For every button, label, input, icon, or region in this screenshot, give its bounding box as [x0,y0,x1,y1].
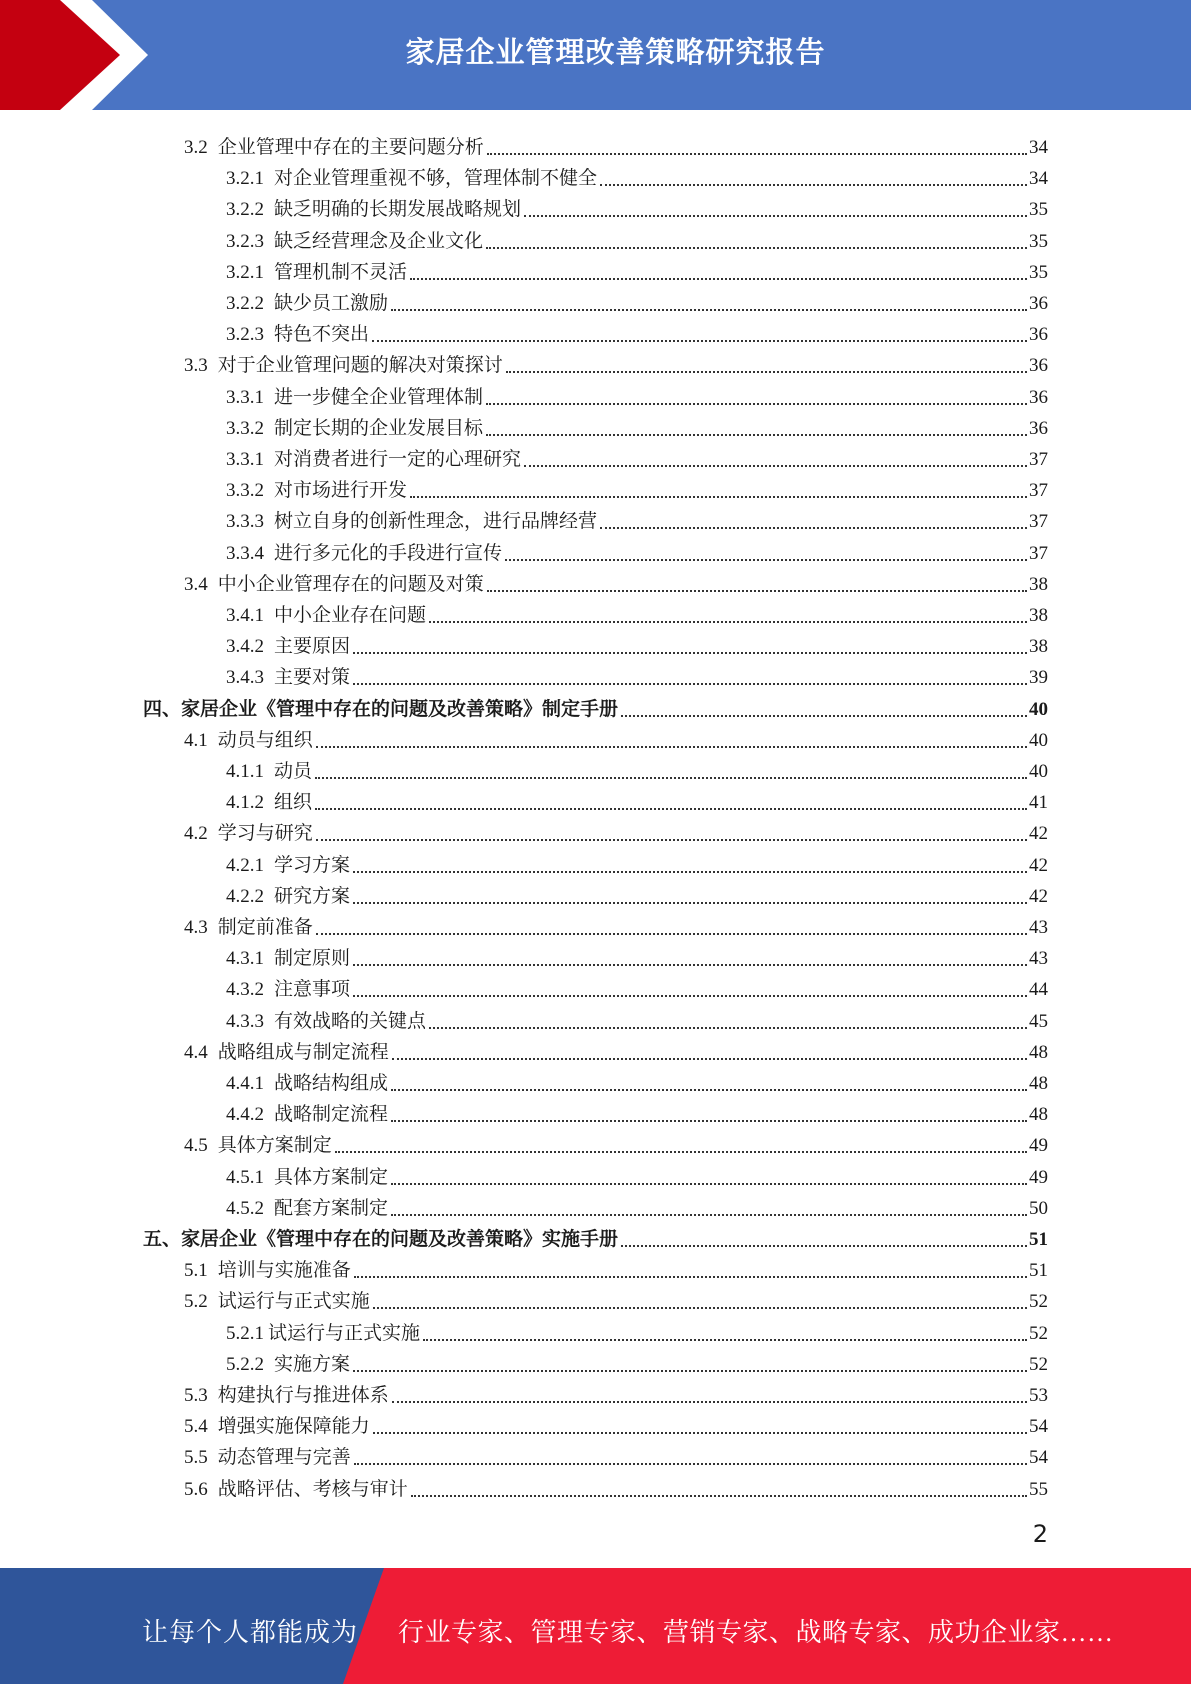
toc-entry-title: 中小企业管理存在的问题及对策 [217,573,484,595]
toc-entry[interactable] [226,285,1048,316]
toc-entry[interactable] [226,1346,1048,1377]
header-band [0,0,1191,110]
toc-entry-number: 5.5 [184,1447,208,1469]
toc-entry-number: 5.3 [184,1385,208,1406]
toc-entry-number: 3.4.3 [226,667,264,689]
toc-dot-leader [411,1495,1027,1497]
toc-entry-number: 3.4 [184,573,208,595]
toc-dot-leader [316,746,1027,748]
toc-dot-leader [487,590,1027,592]
toc-entry-title: 动态管理与完善 [217,1447,351,1469]
toc-dot-leader [506,371,1027,373]
toc-entry[interactable] [226,316,1048,347]
toc-entry[interactable] [226,940,1048,971]
toc-entry-title: 战略结构组成 [274,1073,389,1094]
toc-entry-number: 4.4 [184,1041,208,1063]
toc-entry[interactable] [184,1408,1048,1439]
toc-entry-number: 3.2 [184,137,208,158]
toc-entry-number: 3.2.1 [226,168,264,190]
toc-dot-leader [373,1307,1027,1309]
toc-dot-leader [391,1183,1027,1185]
toc-entry[interactable] [226,1065,1048,1096]
toc-entry[interactable] [226,1159,1048,1190]
toc-entry[interactable] [226,535,1048,566]
footer-slogan-left: 让每个人都能成为 [142,1618,359,1647]
toc-entry-page: 42 [1029,823,1048,845]
toc-entry-title: 学习方案 [274,854,351,876]
toc-entry-title: 注意事项 [274,979,351,1001]
toc-entry-number: 3.3 [184,355,208,377]
toc-entry[interactable] [226,379,1048,410]
footer-band [0,1568,1191,1684]
toc-entry-page: 41 [1029,792,1048,814]
toc-entry-title: 树立自身的创新性理念，进行品牌经营 [274,511,598,533]
header-title: 家居企业管理改善策略研究报告 [405,35,826,69]
toc-entry-page: 34 [1029,168,1048,190]
toc-entry[interactable] [184,566,1048,597]
toc-entry-page: 37 [1029,480,1048,502]
toc-entry-page: 36 [1029,324,1048,346]
toc-dot-leader [372,340,1027,342]
toc-entry-number: 4.3 [184,917,208,938]
toc-entry-page: 49 [1029,1135,1048,1157]
toc-entry-number: 4.5.1 [226,1166,264,1188]
toc-entry-number: 3.4.2 [226,636,264,658]
toc-entry[interactable] [226,597,1048,628]
toc-entry-page: 40 [1029,761,1048,782]
toc-entry-page: 52 [1029,1322,1048,1344]
toc-entry-page: 40 [1029,729,1048,751]
toc-entry[interactable] [184,815,1048,846]
toc-entry-title: 对消费者进行一定的心理研究 [274,449,522,470]
toc-entry[interactable] [226,160,1048,191]
toc-entry-title: 企业管理中存在的主要问题分析 [217,137,484,158]
toc-entry[interactable] [184,1377,1048,1408]
toc-entry-number: 4.5.2 [226,1197,264,1219]
toc-dot-leader [524,465,1027,467]
toc-entry-page: 51 [1029,1229,1048,1250]
toc-dot-leader [391,1214,1027,1216]
toc-entry-page: 43 [1029,917,1048,938]
toc-entry-page: 45 [1029,1010,1048,1032]
toc-dot-leader [353,902,1027,904]
toc-dot-leader [621,715,1027,717]
toc-dot-leader [392,1058,1027,1060]
toc-dot-leader [316,839,1027,841]
toc-entry[interactable] [226,410,1048,441]
toc-entry-title: 管理机制不灵活 [274,261,408,283]
toc-entry-page: 53 [1029,1385,1048,1406]
toc-entry-number: 四、 [143,698,182,720]
toc-dot-leader [524,215,1027,217]
toc-entry-page: 44 [1029,979,1048,1001]
toc-dot-leader [391,1089,1027,1091]
toc-entry-number: 4.3.1 [226,948,264,970]
toc-entry-title: 家居企业《管理中存在的问题及改善策略》制定手册 [181,698,619,720]
toc-entry[interactable] [143,691,1048,722]
toc-entry-number: 3.3.1 [226,386,264,408]
toc-entry-page: 40 [1029,698,1048,720]
toc-entry-page: 37 [1029,511,1048,533]
toc-entry-title: 中小企业存在问题 [274,605,427,626]
toc-entry-page: 37 [1029,542,1048,564]
toc-dot-leader [486,247,1027,249]
toc-dot-leader [335,1151,1027,1153]
toc-entry[interactable] [226,223,1048,254]
toc-entry[interactable] [184,129,1048,160]
toc-entry[interactable] [226,472,1048,503]
toc-entry-page: 39 [1029,667,1048,689]
toc-entry-title: 家居企业《管理中存在的问题及改善策略》实施手册 [181,1229,619,1250]
toc-dot-leader [486,434,1027,436]
toc-entry-page: 36 [1029,355,1048,377]
toc-dot-leader [353,1370,1027,1372]
toc-entry[interactable] [184,1034,1048,1065]
toc-dot-leader [429,1027,1027,1029]
toc-entry-title: 增强实施保障能力 [217,1416,370,1438]
toc-entry-number: 3.2.3 [226,230,264,252]
toc-entry[interactable] [226,784,1048,815]
toc-entry-number: 4.3.2 [226,979,264,1001]
toc-entry[interactable] [226,847,1048,878]
toc-dot-leader [354,1276,1027,1278]
toc-entry-number: 5.2.1 [226,1322,264,1344]
toc-entry-title: 战略制定流程 [274,1104,389,1126]
toc-entry-page: 48 [1029,1041,1048,1063]
toc-entry-number: 4.3.3 [226,1010,264,1032]
toc-entry-number: 4.1.1 [226,761,264,782]
toc-entry[interactable] [184,909,1048,940]
toc-entry-title: 制定原则 [274,948,351,970]
toc-entry[interactable] [226,971,1048,1002]
toc-entry-title: 制定长期的企业发展目标 [274,417,484,439]
toc-entry-title: 进行多元化的手段进行宣传 [274,542,503,564]
toc-entry-title: 试运行与正式实施 [217,1291,370,1313]
toc-entry-title: 学习与研究 [217,823,313,845]
toc-entry[interactable] [184,347,1048,378]
toc-dot-leader [429,621,1027,623]
toc-entry-page: 37 [1029,449,1048,470]
toc-entry-title: 缺乏经营理念及企业文化 [274,230,484,252]
toc-dot-leader [505,559,1027,561]
toc-entry-title: 实施方案 [274,1353,351,1375]
toc-entry[interactable] [184,722,1048,753]
toc-entry-page: 36 [1029,417,1048,439]
toc-entry-title: 缺少员工激励 [274,293,389,314]
toc-entry-page: 35 [1029,199,1048,221]
toc-dot-leader [423,1339,1027,1341]
toc-entry-title: 研究方案 [274,885,351,907]
toc-entry[interactable] [143,1221,1048,1252]
toc-entry-page: 43 [1029,948,1048,970]
toc-dot-leader [353,652,1027,654]
toc-entry-title: 具体方案制定 [274,1166,389,1188]
toc-dot-leader [373,1432,1027,1434]
toc-entry-number: 3.3.4 [226,542,264,564]
toc-entry[interactable] [184,1127,1048,1158]
toc-entry-number: 3.2.2 [226,199,264,221]
toc-entry-number: 3.3.2 [226,480,264,502]
toc-dot-leader [315,808,1027,810]
toc-entry-number: 5.4 [184,1416,208,1438]
toc-entry-title: 制定前准备 [217,917,313,938]
toc-entry-title: 培训与实施准备 [217,1260,351,1282]
toc-entry-title: 动员 [274,761,313,782]
toc-entry-number: 4.1.2 [226,792,264,814]
toc-entry-page: 55 [1029,1478,1048,1500]
toc-dot-leader [353,995,1027,997]
toc-entry-title: 特色不突出 [274,324,370,346]
toc-entry-title: 配套方案制定 [274,1197,389,1219]
toc-entry-page: 50 [1029,1197,1048,1219]
toc-entry[interactable] [184,1252,1048,1283]
toc-dot-leader [353,871,1027,873]
toc-dot-leader [315,777,1027,779]
toc-entry-page: 51 [1029,1260,1048,1282]
page-number: 2 [1032,1520,1048,1548]
toc-entry-number: 5.2 [184,1291,208,1313]
toc-entry-page: 54 [1029,1416,1048,1438]
toc-entry-page: 36 [1029,386,1048,408]
toc-dot-leader [486,403,1027,405]
footer-slogan-right: 行业专家、管理专家、营销专家、战略专家、成功企业家…… [398,1618,1114,1647]
toc-entry-number: 5.6 [184,1478,208,1500]
toc-entry-title: 对于企业管理问题的解决对策探讨 [217,355,503,377]
toc-entry[interactable] [184,1283,1048,1314]
toc-entry-number: 3.3.1 [226,449,264,470]
toc-entry-number: 3.4.1 [226,605,264,626]
toc-dot-leader [410,496,1027,498]
toc-entry-page: 38 [1029,573,1048,595]
toc-dot-leader [600,527,1027,529]
toc-entry-title: 对市场进行开发 [274,480,408,502]
toc-entry-title: 具体方案制定 [217,1135,332,1157]
toc-entry-title: 组织 [274,792,313,814]
toc-entry-page: 35 [1029,230,1048,252]
toc-entry[interactable] [226,441,1048,472]
toc-entry[interactable] [226,1003,1048,1034]
toc-entry-page: 48 [1029,1073,1048,1094]
toc-entry[interactable] [226,503,1048,534]
toc-entry-number: 3.3.2 [226,417,264,439]
toc-entry-title: 有效战略的关键点 [274,1010,427,1032]
toc-entry-title: 战略组成与制定流程 [217,1041,389,1063]
toc-entry-title: 试运行与正式实施 [268,1322,421,1344]
toc-dot-leader [410,278,1027,280]
toc-entry-title: 进一步健全企业管理体制 [274,386,484,408]
toc-entry-title: 构建执行与推进体系 [217,1385,389,1406]
toc-entry-page: 48 [1029,1104,1048,1126]
toc-dot-leader [621,1245,1027,1247]
toc-dot-leader [354,1463,1027,1465]
toc-dot-leader [487,153,1027,155]
toc-dot-leader [392,1401,1027,1403]
toc-entry[interactable] [226,1315,1048,1346]
toc-entry-title: 主要对策 [274,667,351,689]
toc-entry-title: 动员与组织 [217,729,313,751]
toc-entry-number: 3.2.2 [226,293,264,314]
toc-entry-number: 4.4.1 [226,1073,264,1094]
toc-entry[interactable] [184,1471,1048,1502]
toc-entry[interactable] [226,628,1048,659]
toc-entry[interactable] [226,1190,1048,1221]
toc-entry-number: 4.2.1 [226,854,264,876]
toc-entry-page: 35 [1029,261,1048,283]
toc-entry-number: 4.2 [184,823,208,845]
toc-entry-page: 36 [1029,293,1048,314]
toc-entry-title: 战略评估、考核与审计 [217,1478,408,1500]
toc-entry-number: 五、 [143,1229,182,1250]
toc-entry-page: 52 [1029,1291,1048,1313]
toc-entry-title: 主要原因 [274,636,351,658]
toc-dot-leader [391,309,1027,311]
toc-dot-leader [353,683,1027,685]
toc-entry-number: 4.1 [184,729,208,751]
toc-entry-page: 54 [1029,1447,1048,1469]
toc-entry-page: 49 [1029,1166,1048,1188]
toc-entry-number: 4.2.2 [226,885,264,907]
toc-entry-page: 42 [1029,885,1048,907]
toc-entry-number: 3.2.1 [226,261,264,283]
toc-entry-number: 5.2.2 [226,1353,264,1375]
toc-dot-leader [600,184,1027,186]
toc-entry-page: 52 [1029,1353,1048,1375]
toc-entry[interactable] [226,753,1048,784]
toc-entry-title: 对企业管理重视不够，管理体制不健全 [274,168,598,190]
toc-entry-number: 3.2.3 [226,324,264,346]
toc-entry-number: 4.4.2 [226,1104,264,1126]
toc-entry-page: 34 [1029,137,1048,158]
toc-entry[interactable] [226,191,1048,222]
toc-entry-page: 38 [1029,605,1048,626]
toc-entry[interactable] [226,254,1048,285]
toc-entry-number: 4.5 [184,1135,208,1157]
toc-dot-leader [391,1120,1027,1122]
toc-entry-page: 42 [1029,854,1048,876]
toc-entry[interactable] [226,659,1048,690]
toc-dot-leader [353,964,1027,966]
toc-dot-leader [316,933,1027,935]
toc-entry-number: 3.3.3 [226,511,264,533]
toc-entry-page: 38 [1029,636,1048,658]
toc-entry-title: 缺乏明确的长期发展战略规划 [274,199,522,221]
toc-entry-number: 5.1 [184,1260,208,1282]
toc-entry[interactable] [184,1439,1048,1470]
toc-entry[interactable] [226,878,1048,909]
toc-entry[interactable] [226,1096,1048,1127]
